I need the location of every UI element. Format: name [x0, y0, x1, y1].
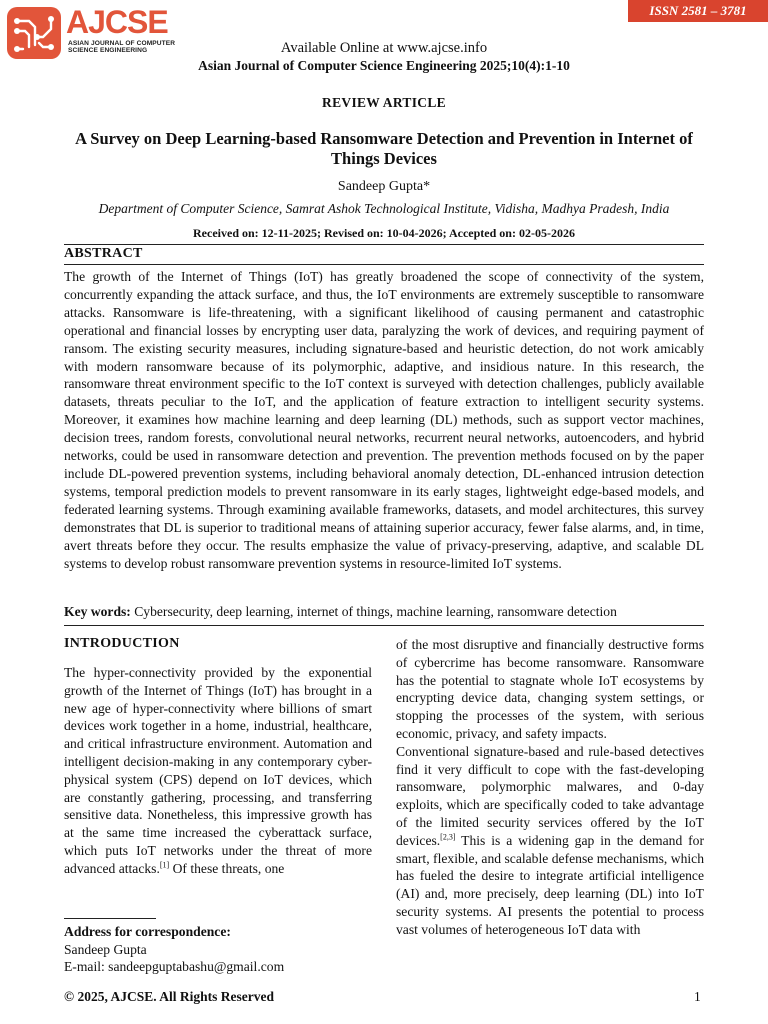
- keywords-text: Cybersecurity, deep learning, internet of things, machine learning, ransomware detection: [134, 604, 617, 619]
- intro-paragraph-3: Conventional signature-based and rule-based detectives find it very difficult to cope with the fast-developing ransomware, polymorphic malwares, and 0-day exploits, which are specifically coded to take advantage of the limited security services offered by the IoT devices.[2,3] This is a widening gap in the demand for smart, flexible, and scalable defense mechanisms, which has fueled the desire to integrate artificial intelligence (AI) and, more precisely, deep learning (DL) into IoT security systems. AI presents the potential to process vast volumes of heterogeneous IoT data with: [396, 743, 704, 937]
- article-author: Sandeep Gupta*: [337, 179, 431, 194]
- keywords-label: Key words:: [64, 604, 131, 619]
- divider-keywords: [64, 625, 704, 626]
- correspondence-name: Sandeep Gupta: [64, 941, 147, 957]
- logo-subtitle-line1: ASIAN JOURNAL OF COMPUTER: [68, 40, 176, 47]
- article-title: A Survey on Deep Learning-based Ransomware Detection and Prevention in Internet of Things Devices: [75, 129, 693, 168]
- intro-left-column: [64, 664, 372, 878]
- divider-abstract: [64, 264, 704, 265]
- copyright-footer: © 2025, AJCSE. All Rights Reserved: [64, 989, 274, 1004]
- intro-paragraph-2: of the most disruptive and financially destructive forms of cybercrime has become ransomware. Ransomware has the potential to stagnate whole IoT ecosystems by encrypting device data, changing system settings, or stopping the processes of the system, with serious economic, privacy, and safety impacts.: [396, 637, 704, 741]
- page-number: 1: [694, 989, 701, 1004]
- correspondence-label: Address for correspondence:: [64, 924, 231, 939]
- article-type: REVIEW ARTICLE: [322, 95, 446, 110]
- journal-citation: Asian Journal of Computer Science Engineering 2025;10(4):1-10: [198, 58, 570, 73]
- intro-right-column: [396, 636, 704, 939]
- author-affiliation: Department of Computer Science, Samrat Ashok Technological Institute, Vidisha, Madhya Pradesh, India: [98, 201, 670, 216]
- intro-paragraph-1: The hyper-connectivity provided by the exponential growth of the Internet of Things (IoT) has brought in a new age of hyper-connectivity where billions of smart devices work together in a home, industrial, healthcare, and critical infrastructure environment. Automation and intelligent decision-making in any contemporary cyber-physical system (CPS) depend on IoT devices, which are constantly gathering, processing, and transferring sensitive data. Nonetheless, this impressive growth has at the same time increased the cyberattack surface, which puts IoT networks under the threat of more advanced attacks.[1] Of these threats, one: [64, 665, 372, 876]
- abstract-heading: ABSTRACT: [64, 246, 143, 261]
- article-dates: Received on: 12-11-2025; Revised on: 10-04-2026; Accepted on: 02-05-2026: [193, 226, 575, 240]
- logo-subtitle-line2: SCIENCE ENGINEERING: [68, 47, 148, 55]
- citation-ref: [1]: [159, 860, 170, 870]
- correspondence-email: E-mail: sandeepguptabashu@gmail.com: [64, 959, 285, 974]
- footnote-divider: [64, 918, 156, 919]
- citation-ref: [2,3]: [440, 832, 456, 842]
- issn-badge: ISSN 2581 – 3781: [628, 0, 768, 22]
- available-online: Available Online at www.ajcse.info: [280, 40, 488, 56]
- keywords: [64, 604, 724, 620]
- correspondence-block: [64, 923, 372, 976]
- introduction-heading: INTRODUCTION: [64, 636, 180, 651]
- abstract-text: The growth of the Internet of Things (IoT) has greatly broadened the scope of connectivity of the system, concurrently expanding the attack surface, and thus, the IoT environments are extremely susceptible to ransomware attacks. Ransomware is life-threatening, with a significant likelihood of causing permanent and catastrophic operational and financial losses by encrypting user data, paralyzing the work of devices, and requiring payment of ransom. The existing security measures, including signature-based and heuristic detection, do not work amicably with modern ransomware because of its polymorphic, adaptive, and insidious nature. In this research, the ransomware threat environment specific to the IoT context is surveyed with detection challenges, publicly available datasets, threats peculiar to the IoT, and the application of feature extraction to intelligent security systems. Moreover, it examines how machine learning and deep learning (DL) methods, such as support vector machines, decision trees, random forests, convolutional neural networks, recurrent neural networks, autoencoders, and hybrid networks, could be used in ransomware detection and prevention. The prevention methods focused on by the paper include DL-powered prevention systems, including behavioral anomaly detection, DL-enhanced intrusion detection systems, temporal prediction models to prevent ransomware in its early stages, lightweight edge-based models, and federated learning systems. Through examining available frameworks, datasets, and model architectures, this survey demonstrates that DL is superior to traditional means of attaining superior accuracy, fewer false alarms, and, in time, avert threats before they occur. The results emphasize the value of privacy-preserving, adaptive, and scalable DL systems to develop robust ransomware prevention systems in resource-limited IoT systems.: [64, 269, 704, 571]
- journal-logo-name: AJCSE: [66, 4, 168, 40]
- divider-top: [64, 244, 704, 245]
